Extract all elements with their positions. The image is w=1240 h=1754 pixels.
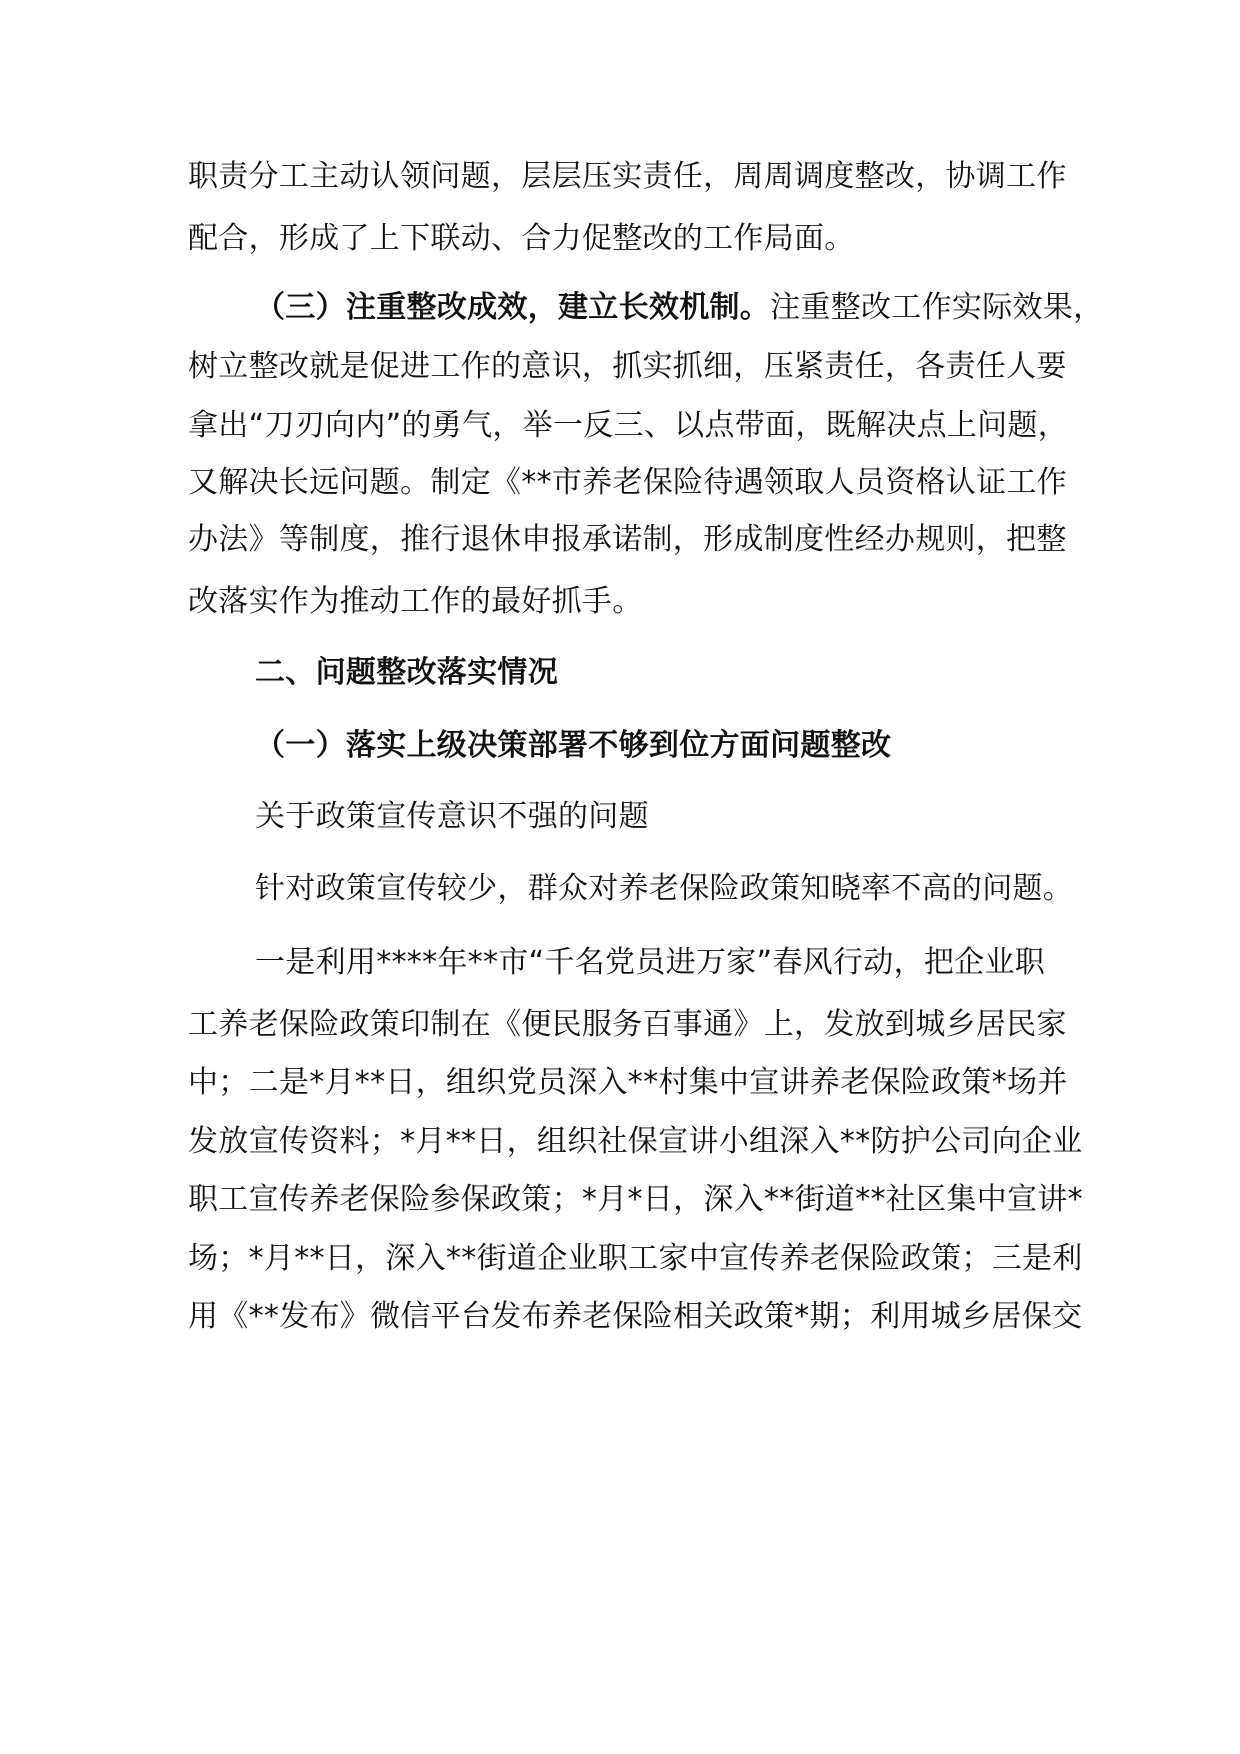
para3-line-5: 职工宣传养老保险参保政策；*月*日，深入**街道**社区集中宣讲*	[188, 1182, 1083, 1217]
para2-line-6: 改落实作为推动工作的最好抓手。	[188, 584, 643, 619]
para1-line-2: 配合，形成了上下联动、合力促整改的工作局面。	[188, 221, 855, 256]
para3-line-2: 工养老保险政策印制在《便民服务百事通》上，发放到城乡居民家	[188, 1007, 1067, 1042]
para1-line-1: 职责分工主动认领问题，层层压实责任，周周调度整改，协调工作	[188, 159, 1067, 194]
para2-line-1-text: 注重整改工作实际效果，	[770, 290, 1104, 325]
para3-line-6: 场；*月**日，深入**街道企业职工家中宣传养老保险政策；三是利	[188, 1241, 1083, 1276]
para2-line-1	[255, 288, 1103, 328]
section-heading-2: 二、问题整改落实情况	[255, 655, 558, 690]
para2-line-3: 拿出“刀刃向内”的勇气，举一反三、以点带面，既解决点上问题，	[188, 408, 1069, 443]
subsection-heading-3: （三）注重整改成效，建立长效机制。	[255, 290, 771, 325]
para2-line-4: 又解决长远问题。制定《**市养老保险待遇领取人员资格认证工作	[188, 465, 1067, 500]
para3-line-1: 一是利用****年**市“千名党员进万家”春风行动，把企业职	[255, 945, 1046, 980]
para3-line-4: 发放宣传资料；*月**日，组织社保宣讲小组深入**防护公司向企业	[188, 1124, 1083, 1159]
para3-line-3: 中；二是*月**日，组织党员深入**村集中宣讲养老保险政策*场并	[188, 1065, 1068, 1100]
para3-line-7: 用《**发布》微信平台发布养老保险相关政策*期；利用城乡居保交	[188, 1299, 1083, 1334]
issue-description: 针对政策宣传较少，群众对养老保险政策知晓率不高的问题。	[255, 871, 1074, 906]
para2-line-2: 树立整改就是促进工作的意识，抓实抓细，压紧责任，各责任人要	[188, 349, 1067, 384]
subsection-heading-1: （一）落实上级决策部署不够到位方面问题整改	[255, 728, 892, 763]
issue-title: 关于政策宣传意识不强的问题	[255, 799, 649, 834]
para2-line-5: 办法》等制度，推行退休申报承诺制，形成制度性经办规则，把整	[188, 522, 1067, 557]
